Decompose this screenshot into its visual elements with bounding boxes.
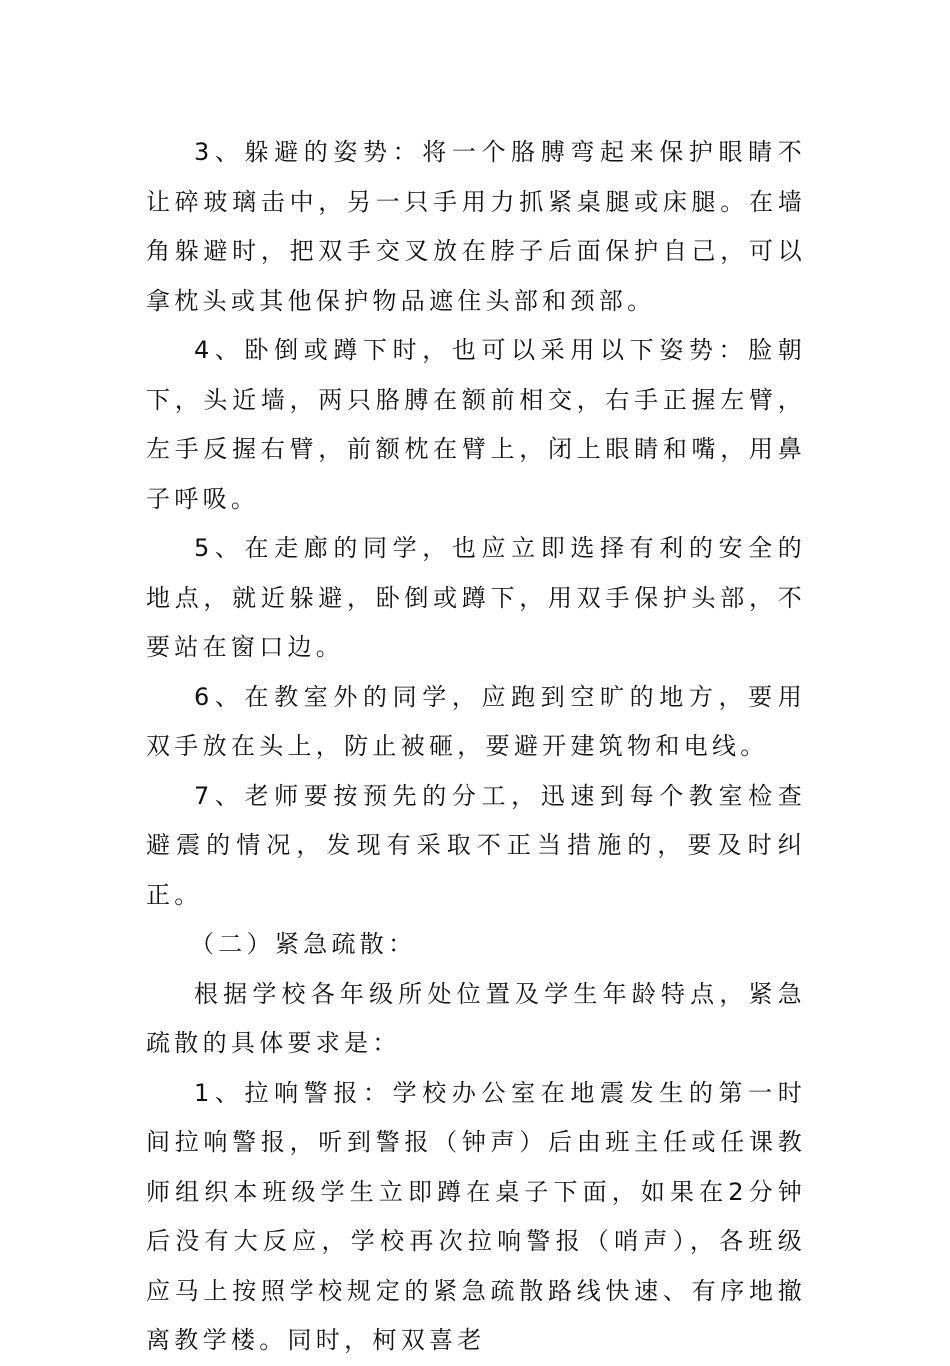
paragraph-item-6-outside: 6、在教室外的同学，应跑到空旷的地方，要用双手放在头上，防止被砸，要避开建筑物和电线。	[146, 682, 806, 760]
paragraph-item-1-alarm: 1、拉响警报：学校办公室在地震发生的第一时间拉响警报，听到警报（钟声）后由班主任或任课教师组织本班级学生立即蹲在桌子下面，如果在2分钟后没有大反应，学校再次拉响警报（哨声），各班级应马上按照学校规定的紧急疏散路线快速、有序地撤离教学楼。同时，柯双喜老	[146, 1078, 806, 1354]
section-heading-emergency-evacuation: （二）紧急疏散：	[190, 930, 417, 958]
paragraph-item-5-corridor: 5、在走廊的同学，也应立即选择有利的安全的地点，就近躲避，卧倒或蹲下，用双手保护头部，不要站在窗口边。	[146, 534, 806, 661]
paragraph-item-4-lying-down: 4、卧倒或蹲下时，也可以采用以下姿势：脸朝下，头近墙，两只胳膊在额前相交，右手正握左臂，左手反握右臂，前额枕在臂上，闭上眼睛和嘴，用鼻子呼吸。	[146, 336, 806, 513]
paragraph-item-3-posture: 3、躲避的姿势：将一个胳膊弯起来保护眼睛不让碎玻璃击中，另一只手用力抓紧桌腿或床腿。在墙角躲避时，把双手交叉放在脖子后面保护自己，可以拿枕头或其他保护物品遮住头部和颈部。	[146, 138, 806, 315]
paragraph-item-7-teachers: 7、老师要按预先的分工，迅速到每个教室检查避震的情况，发现有采取不正当措施的，要及时纠正。	[146, 781, 806, 909]
document-body	[146, 128, 806, 1366]
paragraph-evacuation-intro: 根据学校各年级所处位置及学生年龄特点，紧急疏散的具体要求是：	[146, 979, 806, 1057]
